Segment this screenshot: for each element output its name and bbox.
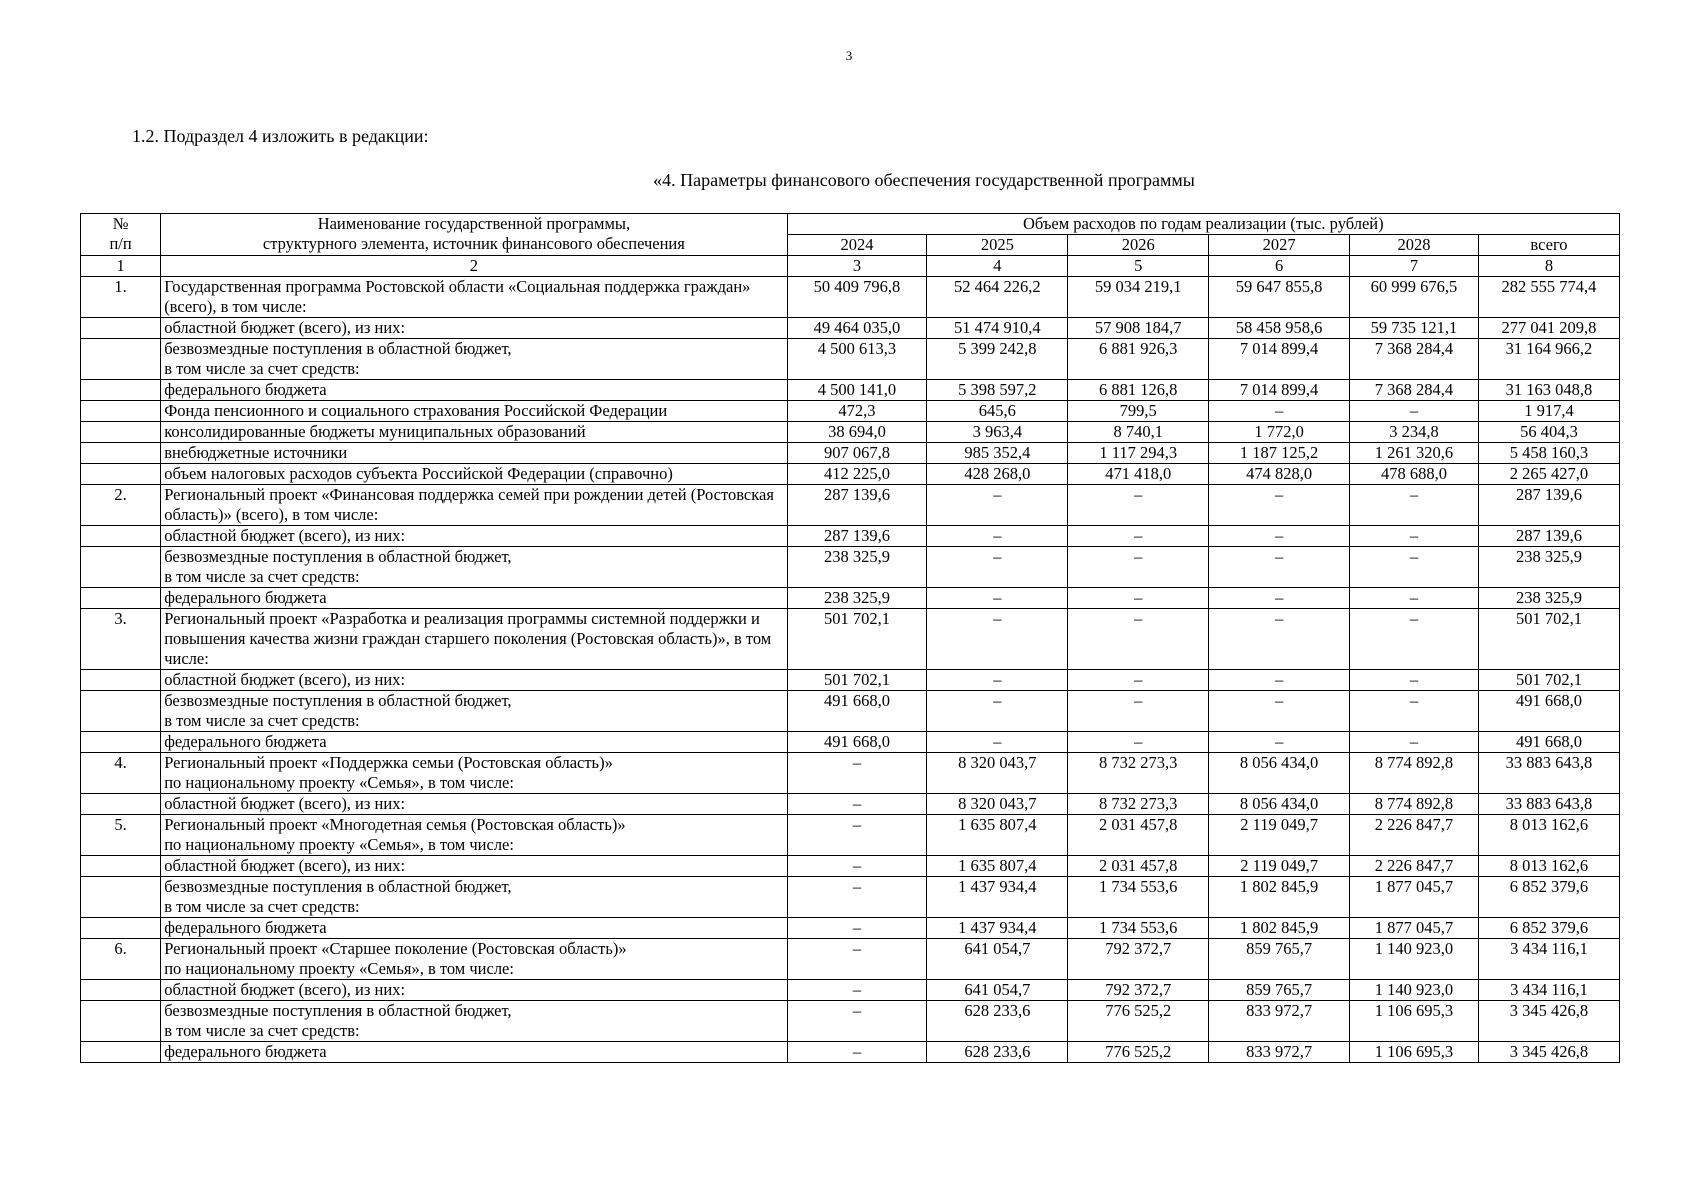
row-value: 501 702,1 [787,609,927,670]
row-name: областной бюджет (всего), из них: [161,856,787,877]
row-value: 56 404,3 [1478,422,1619,443]
header-year: всего [1478,235,1619,256]
row-value: 7 014 899,4 [1209,339,1350,380]
row-value: 31 163 048,8 [1478,380,1619,401]
row-value: – [1209,732,1350,753]
row-value: 776 525,2 [1068,1001,1209,1042]
row-value: 478 688,0 [1350,464,1479,485]
row-value: – [1068,691,1209,732]
table-row [81,401,1620,422]
row-value: 287 139,6 [1478,526,1619,547]
row-value: 1 437 934,4 [927,877,1068,918]
table-row [81,588,1620,609]
row-number [81,670,161,691]
header-year: 2028 [1350,235,1479,256]
row-value: 1 802 845,9 [1209,918,1350,939]
table-row [81,464,1620,485]
row-value: – [1350,670,1479,691]
row-value: 238 325,9 [787,547,927,588]
table-row [81,856,1620,877]
row-value: 8 320 043,7 [927,753,1068,794]
row-value: 2 119 049,7 [1209,856,1350,877]
row-name: федерального бюджета [161,380,787,401]
row-value: 491 668,0 [1478,732,1619,753]
row-number [81,588,161,609]
row-number [81,691,161,732]
row-value: 287 139,6 [787,485,927,526]
row-value: – [1350,609,1479,670]
row-number [81,794,161,815]
row-value: 59 647 855,8 [1209,277,1350,318]
row-value: 1 734 553,6 [1068,877,1209,918]
row-value: 3 345 426,8 [1478,1001,1619,1042]
row-number [81,380,161,401]
column-number: 6 [1209,256,1350,277]
row-number: 2. [81,485,161,526]
column-number: 4 [927,256,1068,277]
row-name: Региональный проект «Финансовая поддержка семей при рождении детей (Ростовская область)» (всего), в том числе: [161,485,787,526]
row-number [81,918,161,939]
row-value: 3 345 426,8 [1478,1042,1619,1063]
row-value: 5 458 160,3 [1478,443,1619,464]
row-value: 1 261 320,6 [1350,443,1479,464]
table-row [81,980,1620,1001]
row-value: 501 702,1 [1478,670,1619,691]
row-number [81,877,161,918]
row-value: 2 226 847,7 [1350,856,1479,877]
row-value: 8 056 434,0 [1209,753,1350,794]
row-value: 8 774 892,8 [1350,794,1479,815]
row-value: 57 908 184,7 [1068,318,1209,339]
header-year: 2026 [1068,235,1209,256]
row-value: 1 877 045,7 [1350,918,1479,939]
row-number [81,732,161,753]
row-number [81,339,161,380]
header-year: 2027 [1209,235,1350,256]
row-value: – [1068,485,1209,526]
row-value: – [787,815,927,856]
row-value: 38 694,0 [787,422,927,443]
row-value: – [1068,547,1209,588]
row-value: – [927,485,1068,526]
table-row [81,485,1620,526]
row-value: 6 881 126,8 [1068,380,1209,401]
row-value: 3 963,4 [927,422,1068,443]
row-value: – [1209,670,1350,691]
row-value: 799,5 [1068,401,1209,422]
row-name: безвозмездные поступления в областной бюджет, в том числе за счет средств: [161,339,787,380]
row-value: 8 732 273,3 [1068,753,1209,794]
row-name: безвозмездные поступления в областной бюджет, в том числе за счет средств: [161,1001,787,1042]
row-value: 2 265 427,0 [1478,464,1619,485]
row-value: 1 140 923,0 [1350,939,1479,980]
row-value: 6 881 926,3 [1068,339,1209,380]
row-number [81,318,161,339]
row-value: 3 234,8 [1350,422,1479,443]
row-value: 7 368 284,4 [1350,339,1479,380]
table-row [81,918,1620,939]
row-value: 472,3 [787,401,927,422]
row-number [81,443,161,464]
row-value: – [1068,670,1209,691]
table-row [81,939,1620,980]
row-value: 8 732 273,3 [1068,794,1209,815]
row-value: 907 067,8 [787,443,927,464]
row-value: 833 972,7 [1209,1001,1350,1042]
row-value: 4 500 613,3 [787,339,927,380]
row-value: 412 225,0 [787,464,927,485]
table-row [81,1042,1620,1063]
row-value: 8 056 434,0 [1209,794,1350,815]
row-value: 645,6 [927,401,1068,422]
row-name: Региональный проект «Поддержка семьи (Ростовская область)» по национальному проекту «Семья», в том числе: [161,753,787,794]
row-number: 3. [81,609,161,670]
row-number [81,464,161,485]
row-number: 6. [81,939,161,980]
row-value: 3 434 116,1 [1478,980,1619,1001]
row-value: 3 434 116,1 [1478,939,1619,980]
row-name: Региональный проект «Разработка и реализация программы системной поддержки и повышения качества жизни граждан старшего поколения (Ростовская область)», в том числе: [161,609,787,670]
row-number [81,547,161,588]
table-row [81,815,1620,856]
row-value: 5 398 597,2 [927,380,1068,401]
row-name: Региональный проект «Старшее поколение (Ростовская область)» по национальному проекту «Семья», в том числе: [161,939,787,980]
row-value: 8 013 162,6 [1478,815,1619,856]
row-value: 2 119 049,7 [1209,815,1350,856]
row-value: – [927,609,1068,670]
row-value: – [1209,609,1350,670]
row-value: 238 325,9 [1478,547,1619,588]
table-row [81,732,1620,753]
row-value: 6 852 379,6 [1478,877,1619,918]
header-name: Наименование государственной программы, структурного элемента, источник финансового обеспечения [161,214,787,256]
column-number: 3 [787,256,927,277]
table-row [81,691,1620,732]
row-value: – [927,732,1068,753]
row-value: – [787,856,927,877]
row-value: – [1068,588,1209,609]
row-value: 58 458 958,6 [1209,318,1350,339]
row-value: 1 106 695,3 [1350,1042,1479,1063]
row-value: 1 734 553,6 [1068,918,1209,939]
table-title: «4. Параметры финансового обеспечения государственной программы [653,170,1195,190]
row-value: 6 852 379,6 [1478,918,1619,939]
row-value: – [787,980,927,1001]
row-value: 7 368 284,4 [1350,380,1479,401]
row-value: 1 140 923,0 [1350,980,1479,1001]
column-number: 7 [1350,256,1479,277]
row-value: – [787,753,927,794]
row-value: – [927,547,1068,588]
row-value: 628 233,6 [927,1001,1068,1042]
row-name: областной бюджет (всего), из них: [161,526,787,547]
row-value: – [927,691,1068,732]
row-value: 51 474 910,4 [927,318,1068,339]
row-value: 2 226 847,7 [1350,815,1479,856]
row-value: – [927,670,1068,691]
table-row [81,1001,1620,1042]
row-name: Региональный проект «Многодетная семья (Ростовская область)» по национальному проекту «Семья», в том числе: [161,815,787,856]
row-value: 491 668,0 [787,732,927,753]
row-name: внебюджетные источники [161,443,787,464]
row-value: – [1209,526,1350,547]
row-value: 859 765,7 [1209,980,1350,1001]
header-row [81,214,1620,235]
row-value: 1 106 695,3 [1350,1001,1479,1042]
table-row [81,794,1620,815]
table-row [81,670,1620,691]
row-value: – [787,1001,927,1042]
row-value: 428 268,0 [927,464,1068,485]
row-value: 2 031 457,8 [1068,815,1209,856]
row-name: областной бюджет (всего), из них: [161,670,787,691]
row-number: 4. [81,753,161,794]
row-value: 776 525,2 [1068,1042,1209,1063]
row-value: – [1350,547,1479,588]
column-number: 5 [1068,256,1209,277]
row-value: 1 635 807,4 [927,815,1068,856]
table-row [81,753,1620,794]
row-value: 59 735 121,1 [1350,318,1479,339]
column-numbering-row [81,256,1620,277]
table-row [81,318,1620,339]
row-value: 1 437 934,4 [927,918,1068,939]
row-name: Государственная программа Ростовской области «Социальная поддержка граждан» (всего), в том числе: [161,277,787,318]
row-name: федерального бюджета [161,732,787,753]
table-row [81,547,1620,588]
row-value: 277 041 209,8 [1478,318,1619,339]
row-name: федерального бюджета [161,918,787,939]
table-row [81,877,1620,918]
row-value: 238 325,9 [1478,588,1619,609]
row-value: 471 418,0 [1068,464,1209,485]
row-value: 491 668,0 [787,691,927,732]
header-year: 2025 [927,235,1068,256]
row-name: областной бюджет (всего), из них: [161,980,787,1001]
row-name: безвозмездные поступления в областной бюджет, в том числе за счет средств: [161,691,787,732]
row-value: – [1209,588,1350,609]
row-name: Фонда пенсионного и социального страхования Российской Федерации [161,401,787,422]
row-value: 50 409 796,8 [787,277,927,318]
row-value: – [1209,485,1350,526]
row-value: 1 802 845,9 [1209,877,1350,918]
row-number [81,1001,161,1042]
row-number [81,526,161,547]
row-value: 985 352,4 [927,443,1068,464]
row-value: 238 325,9 [787,588,927,609]
row-value: – [1350,526,1479,547]
row-number: 1. [81,277,161,318]
row-value: – [1350,401,1479,422]
header-expenditure-group: Объем расходов по годам реализации (тыс. рублей) [787,214,1619,235]
row-name: областной бюджет (всего), из них: [161,794,787,815]
financing-table [80,213,1620,1063]
row-value: 8 013 162,6 [1478,856,1619,877]
row-value: 641 054,7 [927,980,1068,1001]
table-row [81,609,1620,670]
header-year: 2024 [787,235,927,256]
row-value: 33 883 643,8 [1478,753,1619,794]
row-value: 2 031 457,8 [1068,856,1209,877]
row-value: – [1068,526,1209,547]
row-value: – [927,526,1068,547]
row-value: 1 117 294,3 [1068,443,1209,464]
row-value: 282 555 774,4 [1478,277,1619,318]
row-value: 59 034 219,1 [1068,277,1209,318]
column-number: 2 [161,256,787,277]
row-value: 287 139,6 [787,526,927,547]
row-value: – [1350,588,1479,609]
row-number: 5. [81,815,161,856]
table-row [81,277,1620,318]
row-value: – [1068,609,1209,670]
row-value: – [1209,547,1350,588]
row-value: 1 772,0 [1209,422,1350,443]
row-value: – [1209,691,1350,732]
row-name: федерального бюджета [161,1042,787,1063]
row-value: 287 139,6 [1478,485,1619,526]
table-row [81,339,1620,380]
row-value: – [1068,732,1209,753]
row-value: 833 972,7 [1209,1042,1350,1063]
table-row [81,380,1620,401]
row-value: 1 917,4 [1478,401,1619,422]
row-name: областной бюджет (всего), из них: [161,318,787,339]
row-value: 60 999 676,5 [1350,277,1479,318]
row-value: 1 635 807,4 [927,856,1068,877]
row-value: – [1350,691,1479,732]
row-value: 31 164 966,2 [1478,339,1619,380]
row-value: – [787,939,927,980]
row-value: 8 740,1 [1068,422,1209,443]
row-value: 8 774 892,8 [1350,753,1479,794]
row-value: 52 464 226,2 [927,277,1068,318]
row-name: объем налоговых расходов субъекта Российской Федерации (справочно) [161,464,787,485]
row-value: 859 765,7 [1209,939,1350,980]
row-value: – [787,794,927,815]
row-value: – [1350,485,1479,526]
row-name: безвозмездные поступления в областной бюджет, в том числе за счет средств: [161,547,787,588]
header-number: № п/п [81,214,161,256]
row-value: 628 233,6 [927,1042,1068,1063]
row-value: 49 464 035,0 [787,318,927,339]
row-number [81,980,161,1001]
column-number: 8 [1478,256,1619,277]
row-number [81,856,161,877]
row-value: 1 187 125,2 [1209,443,1350,464]
page-number: 3 [845,48,853,63]
row-value: 7 014 899,4 [1209,380,1350,401]
row-value: 792 372,7 [1068,939,1209,980]
row-value: 641 054,7 [927,939,1068,980]
row-value: – [927,588,1068,609]
row-value: – [787,877,927,918]
row-value: 491 668,0 [1478,691,1619,732]
row-name: консолидированные бюджеты муниципальных образований [161,422,787,443]
row-value: – [787,918,927,939]
table-row [81,526,1620,547]
row-value: 1 877 045,7 [1350,877,1479,918]
row-value: 33 883 643,8 [1478,794,1619,815]
table-row [81,443,1620,464]
row-value: 792 372,7 [1068,980,1209,1001]
row-number [81,401,161,422]
row-value: 5 399 242,8 [927,339,1068,380]
row-value: 8 320 043,7 [927,794,1068,815]
row-value: – [1350,732,1479,753]
row-value: 474 828,0 [1209,464,1350,485]
column-number: 1 [81,256,161,277]
row-value: 4 500 141,0 [787,380,927,401]
row-value: 501 702,1 [787,670,927,691]
section-heading: 1.2. Подраздел 4 изложить в редакции: [132,126,429,146]
row-value: – [1209,401,1350,422]
row-number [81,422,161,443]
row-name: безвозмездные поступления в областной бюджет, в том числе за счет средств: [161,877,787,918]
row-value: – [787,1042,927,1063]
row-name: федерального бюджета [161,588,787,609]
row-value: 501 702,1 [1478,609,1619,670]
row-number [81,1042,161,1063]
table-row [81,422,1620,443]
